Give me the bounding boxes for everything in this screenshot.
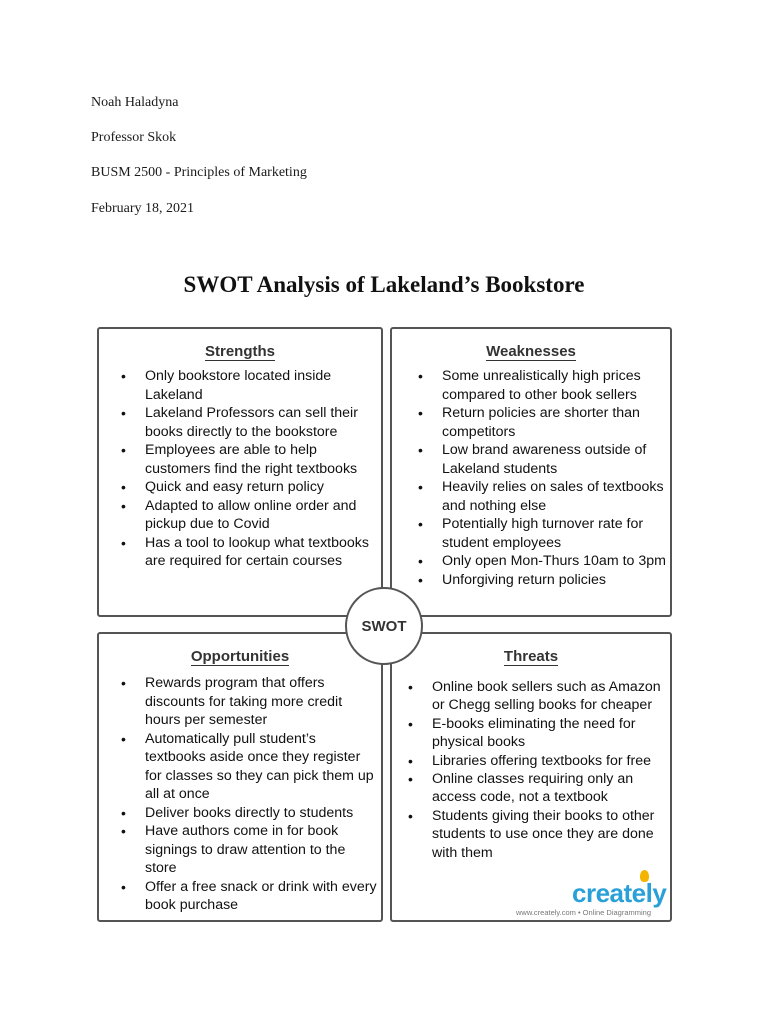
weaknesses-heading: Weaknesses — [486, 343, 576, 360]
document-date: February 18, 2021 — [91, 201, 195, 216]
list-item: • Students giving their books to other students to use once they are done with them — [404, 807, 666, 862]
list-item: • Libraries offering textbooks for free — [404, 752, 666, 770]
list-item: • Low brand awareness outside of Lakeland students — [414, 441, 672, 478]
course-name: BUSM 2500 - Principles of Marketing — [91, 165, 307, 180]
weaknesses-quadrant — [390, 327, 672, 617]
list-item: • Unforgiving return policies — [414, 571, 672, 590]
list-item: • Only open Mon-Thurs 10am to 3pm — [414, 552, 672, 571]
list-item: • Deliver books directly to students — [117, 804, 379, 823]
list-item: • Return policies are shorter than competitors — [414, 404, 672, 441]
list-item: • E-books eliminating the need for physical books — [404, 715, 666, 752]
list-item: • Lakeland Professors can sell their books directly to the bookstore — [117, 404, 379, 441]
list-item: • Online classes requiring only an access code, not a textbook — [404, 770, 666, 807]
creately-caption: www.creately.com • Online Diagramming — [516, 908, 652, 917]
list-item: • Online book sellers such as Amazon or Chegg selling books for cheaper — [404, 678, 666, 715]
list-item: • Has a tool to lookup what textbooks are required for certain courses — [117, 534, 379, 571]
list-item: • Quick and easy return policy — [117, 478, 379, 497]
list-item: • Only bookstore located inside Lakeland — [117, 367, 379, 404]
author-name: Noah Haladyna — [91, 95, 179, 110]
opportunities-heading: Opportunities — [190, 648, 290, 665]
creately-logo: creately — [572, 878, 667, 908]
professor-name: Professor Skok — [91, 130, 177, 145]
list-item: • Have authors come in for book signings to draw attention to the store — [117, 822, 379, 878]
opportunities-list — [117, 674, 379, 915]
list-item: • Automatically pull student’s textbooks aside once they register for classes so they can pick them up all at once — [117, 730, 379, 804]
list-item: • Some unrealistically high prices compared to other book sellers — [414, 367, 672, 404]
strengths-list — [117, 367, 379, 571]
list-item: • Employees are able to help customers find the right textbooks — [117, 441, 379, 478]
swot-center-label: SWOT — [345, 587, 423, 665]
page-title: SWOT Analysis of Lakeland’s Bookstore — [183, 272, 585, 297]
strengths-heading: Strengths — [204, 343, 275, 360]
list-item: • Adapted to allow online order and pickup due to Covid — [117, 497, 379, 534]
weaknesses-list — [414, 367, 672, 589]
threats-heading: Threats — [503, 648, 559, 665]
opportunities-quadrant — [97, 632, 383, 922]
list-item: • Rewards program that offers discounts for taking more credit hours per semester — [117, 674, 379, 730]
threats-list — [404, 678, 666, 862]
strengths-quadrant — [97, 327, 383, 617]
list-item: • Heavily relies on sales of textbooks and nothing else — [414, 478, 672, 515]
list-item: • Potentially high turnover rate for student employees — [414, 515, 672, 552]
list-item: • Offer a free snack or drink with every book purchase — [117, 878, 379, 915]
